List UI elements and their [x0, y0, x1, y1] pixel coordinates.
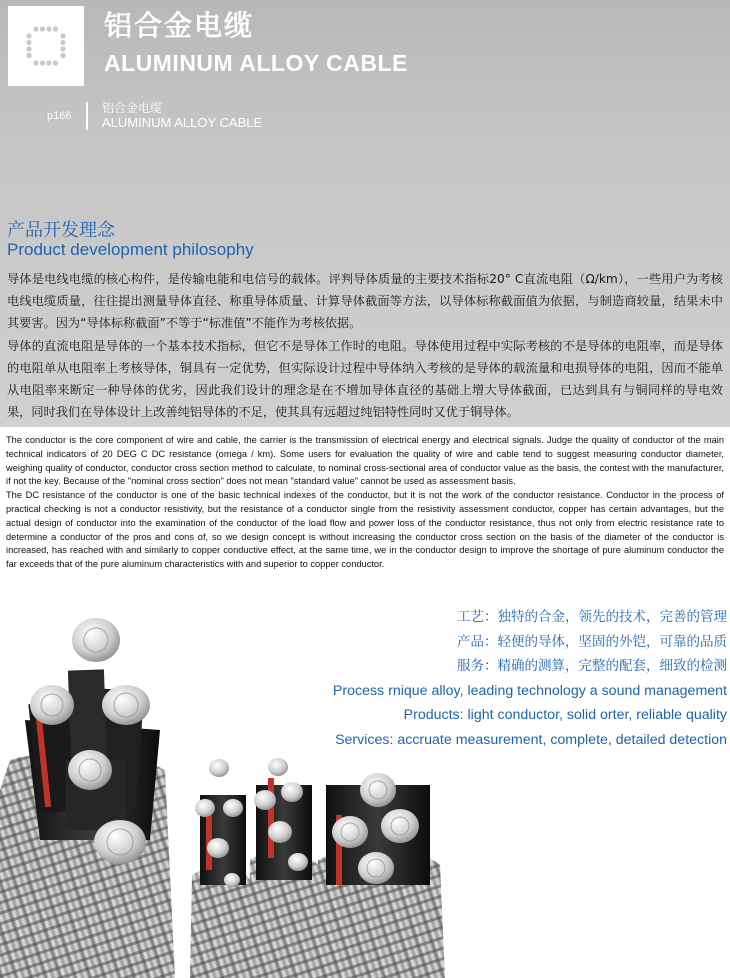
body-text-en	[6, 434, 724, 572]
page-title-cn: 铝合金电缆	[104, 9, 255, 42]
large-cable-icon	[0, 618, 175, 978]
subtitle-en: ALUMINUM ALLOY CABLE	[102, 115, 263, 130]
page-number: p166	[47, 110, 72, 122]
page-title-en: ALUMINUM ALLOY CABLE	[104, 50, 408, 76]
body-paragraph-en: The DC resistance of the conductor is one of the basic technical indexes of the conductor, but it is not the work of the conductor resistance. Conductor in the process of practical checking is not a conductor resistivity, but the resistance of a conductor single from the resistivity assessment conductor, copper has certain advantages, but the actual design of conductor into the examination of the conductor of the load flow and power loss of the conductor resistance, thus not only from electric resistance rate to determine a conductor of the pros and cons of, so we design concept is without increasing the conductor cross section on the basis of the diameter of the conductor is increased, has reached with and similarly to copper conductive effect, at the same time, we in the conductor design to improve the shortage of pure aluminum conductor the far exceeds that of the pure aluminum characteristics with and superior to copper conductor.	[6, 490, 724, 570]
slogan-process-en: Process rnique alloy, leading technology a sound management	[332, 682, 727, 699]
subtitle-divider	[86, 102, 88, 130]
slogan-service-cn: 服务：精确的测算，完整的配套，细致的检测	[457, 658, 727, 674]
body-paragraph-cn: 导体是电线电缆的核心构件，是传输电能和电信号的载体。评判导体质量的主要技术指标20° C直流电阻（Ω/km），一些用户为考核电线电缆质量，往往提出测量导体直径、称重导体质量、计算导体截面等方法，以导体标称截面值为依据，与制造商较量，结果未中其要害。因为“导体标称截面”不等于“标准值”不能作为考核依据。	[7, 272, 723, 331]
dotted-square-logo-icon	[8, 6, 84, 86]
body-text-cn	[7, 268, 723, 423]
right-cable-icon	[312, 773, 445, 978]
slogan-product-cn: 产品：轻便的导体，坚固的外铠，可靠的品质	[457, 633, 727, 650]
body-paragraph-en: The conductor is the core component of wire and cable, the carrier is the transmission of electrical energy and electrical signals. Judge the quality of conductor of the main technical indicators of 20 DEG C DC resistance (omega / km). Some users for evaluation the quality of wire and cable tend to suggest measuring conductor diameter, weighing quality of conductor, conductor cross section method to calculate, to nominal cross-sectional area of conductor value as the basis, the contest with the manufacturer, if not the key. Because of the "nominal cross section" does not mean "standard value" cannot be used as assessment basis.	[6, 435, 724, 487]
medium-cable-icon	[248, 758, 318, 978]
section-heading-cn: 产品开发理念	[7, 220, 115, 241]
slogan-service-en: Services: accruate measurement, complete, detailed detection	[335, 731, 727, 748]
body-paragraph-cn: 导体的直流电阻是导体的一个基本技术指标，但它不是导体工作时的电阻。导体使用过程中实际考核的不是导体的电阻率，而是导体的电阻单从电阻率上考核导体，铜具有一定优势，但实际设计过程中导体纳入考核的是导体的载流量和电损导体的电阻，因而不能单从电阻率来断定一种导体的优劣，因此我们设计的理念是在不增加导体直径的基础上增大导体截面，已达到具有与铜同样的导电效果，同时我们在导体设计上改善纯铝导体的不足，使其具有远超过纯铝特性同时又优于铜导体。	[7, 338, 723, 420]
small-cable-icon	[190, 759, 250, 978]
slogan-product-en: Products: light conductor, solid orter, reliable quality	[403, 707, 727, 723]
slogan-process-cn: 工艺：独特的合金，领先的技术，完善的管理	[457, 609, 727, 625]
subtitle-cn: 铝合金电缆	[102, 101, 163, 115]
section-heading-en: Product development philosophy	[7, 240, 254, 259]
cable-illustration	[0, 610, 470, 978]
